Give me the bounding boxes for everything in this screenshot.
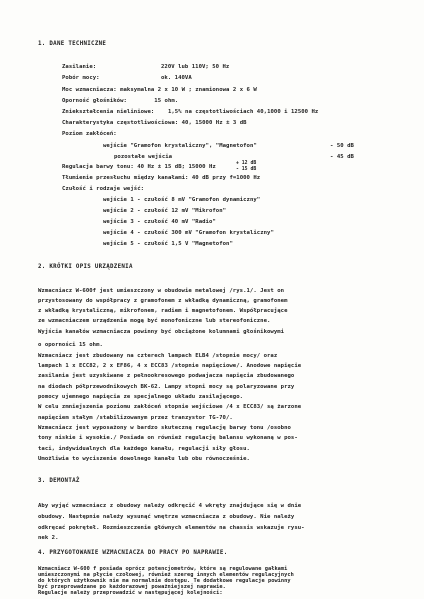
section-2-line: Wyjścia kanałów wzmacniacza powinny być obciążone kolumnami głośnikowymi	[38, 329, 285, 335]
inputs-sensitivity-label: Czułość i rodzaje wejść:	[62, 186, 145, 192]
noise-input-gramophone-value: - 50 dB	[330, 143, 354, 149]
section-4-line: Regulacje należy przeprowadzić w następującej kolejności:	[38, 590, 223, 596]
section-2-line: Wzmacniacz W-600f jest umieszczony w obudowie metalowej /rys.1/. Jest on	[38, 288, 285, 294]
input-line-3: wejście 3 - czułość 40 mV "Radio"	[103, 219, 216, 225]
section-2-line: taci, indywidualnych dla każdego kanału, regulacji siły głosu.	[38, 446, 250, 452]
power-consumption-label: Pobór mocy:	[62, 75, 100, 81]
section-2-line: W celu zmniejszenia poziomu zakłóceń stopnie wejściowe /4 x ECC83/ są żarzone	[38, 404, 302, 410]
section-3-heading: 3. DEMONTAŻ	[38, 478, 80, 484]
section-2-line: Wzmacniacz jest zbudowany na czterech lampach ELB4 /stopnie mocy/ oraz	[38, 353, 278, 359]
section-2-line: pomocy ujemnego napięcia ze specjalnego układu zasilającego.	[38, 394, 244, 400]
speaker-impedance: Oporność głośników: 15 ohm.	[62, 98, 179, 104]
noise-level-label: Poziom zakłóceń:	[62, 131, 117, 137]
frequency-response: Charakterystyka częstotliwościowa: 40, 15000 Hz ± 3 dB	[62, 120, 247, 126]
section-2-line: Wzmacniacz jest wyposażony w bardzo skuteczną regulację barwy tonu /osobno	[38, 425, 291, 431]
section-2-line: tony niskie i wysokie./ Posiada on również regulację balansu wykonaną w pos-	[38, 435, 298, 441]
section-1-heading: 1. DANE TECHNICZNE	[38, 41, 107, 47]
input-line-4: wejście 4 - czułość 300 mV "Gramofon krystaliczny"	[103, 230, 274, 236]
section-2-line: napięciem stałym /stabilizowanym przez tranzystor TG-70/.	[38, 415, 233, 421]
section-2-line: lampach 1 x ECC82, 2 x EF86, 4 x ECC83 /stopnie napięciowe/. Anodowe napięcie	[38, 363, 302, 369]
section-2-line: o oporności 15 ohm.	[38, 342, 103, 348]
input-line-2: wejście 2 - czułość 12 mV "Mikrofon"	[103, 208, 227, 214]
power-consumption-value: ok. 140VA	[161, 75, 192, 81]
section-3-line: odkręcać pokręteł. Rozmieszczenie głównych elementów na chassis wskazuje rysu-	[38, 525, 305, 531]
crosstalk: Tłumienie przesłuchu między kanałami: 40 dB przy f=1000 Hz	[62, 175, 261, 181]
section-2-line: na diodach półprzewodnikowych BK-62. Lampy stopni mocy są polaryzowane przy	[38, 384, 295, 390]
section-3-line: Aby wyjąć wzmacniacz z obudowy należy odkręcić 4 wkręty znajdujące się w dnie	[38, 503, 302, 509]
section-2-line: przystosowany do współpracy z gramofonem z wkładką dynamiczną, gramofonem	[38, 298, 288, 304]
section-3-line: obudowy. Następnie należy wysunąć wnętrze wzmacniacza z obudowy. Nie należy	[38, 514, 295, 520]
section-2-line: ze wzmacniaczem urządzenia mogą być monofoniczne lub stereofoniczne.	[38, 318, 271, 324]
tone-control: Regulacja barwy tonu: 40 Hz ± 15 dB; 15000 Hz	[62, 164, 216, 170]
input-line-5: wejście 5 - czułość 1,5 V "Magnetofon"	[103, 241, 233, 247]
noise-other-inputs-value: - 45 dB	[330, 154, 354, 160]
distortion: Zniekształcenia nieliniowe: 1,5% na częstotliwościach 40,1000 i 12500 Hz	[62, 109, 319, 115]
section-2-heading: 2. KRÓTKI OPIS URZĄDZENIA	[38, 264, 133, 270]
section-4-line: do których użytkownik nie ma normalnie dostępu. Te dodatkowe regulacje powinny	[38, 578, 291, 584]
supply-label: Zasilanie:	[62, 64, 97, 70]
input-line-1: wejście 1 - czułość 8 mV "Gramofon dynamiczny"	[103, 197, 261, 203]
section-3-line: nek 2.	[38, 535, 59, 541]
section-4-line: Wzmacniacz W-600 f posiada oprócz potencjometrów, które są regulowane gałkami	[38, 566, 288, 572]
section-2-line: Umożliwia to wyciszenie dowolnego kanału lub obu równocześnie.	[38, 456, 250, 462]
section-4-line: umieszczonymi na płycie czołowej, również szereg innych elementów regulacyjnych	[38, 572, 294, 578]
amplifier-power: Moc wzmacniacza: maksymalna 2 x 10 W ; znamionowa 2 x 6 W	[62, 87, 257, 93]
supply-value: 220V lub 110V; 50 Hz	[161, 64, 230, 70]
section-4-line: być przeprowadzane po każdorazowej poważniejszej naprawie.	[38, 584, 226, 590]
tone-control-treble-boost: + 12 dB	[236, 161, 257, 166]
section-2-line: zasilania jest uzyskiwane z pełnookresowego podwajacza napięcia zbudowanego	[38, 373, 295, 379]
tone-control-treble-cut: - 15 dB	[236, 167, 257, 172]
section-2-line: z wkładką krystaliczną, mikrofonem, radiem i magnetofonem. Współpracujące	[38, 308, 288, 314]
noise-other-inputs: pozostałe wejścia	[114, 154, 173, 160]
noise-input-gramophone: wejście "Gramofon krystaliczny", "Magnetofon"	[103, 143, 257, 149]
section-4-heading: 4. PRZYGOTOWANIE WZMACNIACZA DO PRACY PO NAPRAWIE.	[38, 550, 228, 556]
